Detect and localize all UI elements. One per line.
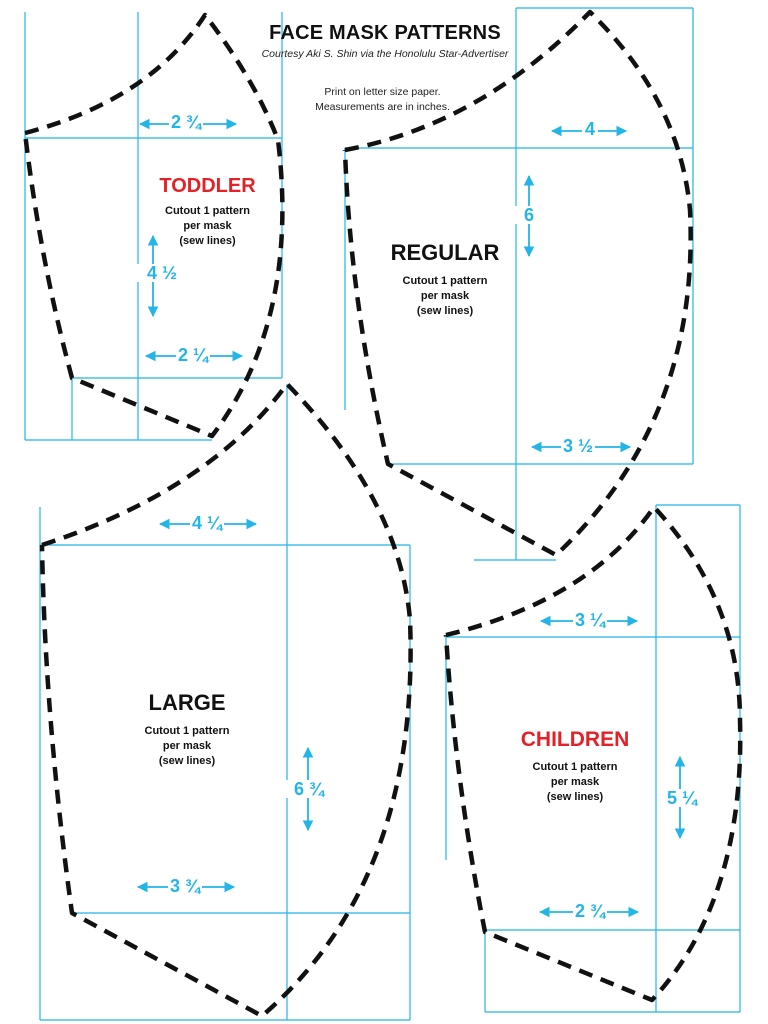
large-title: LARGE xyxy=(148,690,226,715)
cutout-line: per mask xyxy=(550,776,600,788)
regular-top-width: 4 xyxy=(582,119,598,140)
cutout-line: Cutout 1 pattern xyxy=(532,761,618,773)
regular-instructions xyxy=(370,274,520,319)
instruction-line: Print on letter size paper. xyxy=(324,86,441,98)
toddler-height: 4 ½ xyxy=(137,264,187,282)
children-label-block xyxy=(495,729,655,805)
large-top-width: 4 ¼ xyxy=(192,513,223,533)
toddler-label-block xyxy=(135,176,280,249)
children-title: CHILDREN xyxy=(520,728,630,751)
cutout-line: Cutout 1 pattern xyxy=(402,275,488,287)
toddler-top-width: 2 ¾ xyxy=(171,112,202,132)
children-bottom-width: 2 ¾ xyxy=(575,901,606,921)
credit-line: Courtesy Aki S. Shin via the Honolulu Star-Advertiser xyxy=(261,48,509,60)
instruction-line: Measurements are in inches. xyxy=(315,101,450,113)
cutout-line: per mask xyxy=(183,220,232,232)
regular-title: REGULAR xyxy=(390,240,500,265)
cutout-line: (sew lines) xyxy=(179,235,236,247)
regular-bottom-width: 3 ½ xyxy=(563,436,594,456)
toddler-bottom-width: 2 ¼ xyxy=(178,345,209,365)
cutout-line: Cutout 1 pattern xyxy=(144,725,230,737)
large-height: 6 ¾ xyxy=(286,780,332,798)
children-top-width: 3 ¼ xyxy=(575,610,606,630)
large-instructions xyxy=(112,724,262,769)
large-bottom-width: 3 ¾ xyxy=(170,876,201,896)
cutout-line: per mask xyxy=(162,740,212,752)
regular-label-block xyxy=(370,242,520,319)
print-instructions xyxy=(300,85,465,115)
cutout-line: Cutout 1 pattern xyxy=(165,205,250,217)
children-height: 5 ¼ xyxy=(660,789,704,807)
cutout-line: (sew lines) xyxy=(158,755,216,767)
page-title: FACE MASK PATTERNS xyxy=(269,22,501,44)
header xyxy=(240,22,530,60)
toddler-title: TODDLER xyxy=(159,175,256,197)
regular-height: 6 xyxy=(513,206,545,224)
children-instructions xyxy=(495,760,655,805)
cutout-line: (sew lines) xyxy=(546,791,604,803)
cutout-line: (sew lines) xyxy=(416,305,474,317)
large-label-block xyxy=(112,692,262,769)
toddler-instructions xyxy=(135,204,280,249)
cutout-line: per mask xyxy=(420,290,470,302)
